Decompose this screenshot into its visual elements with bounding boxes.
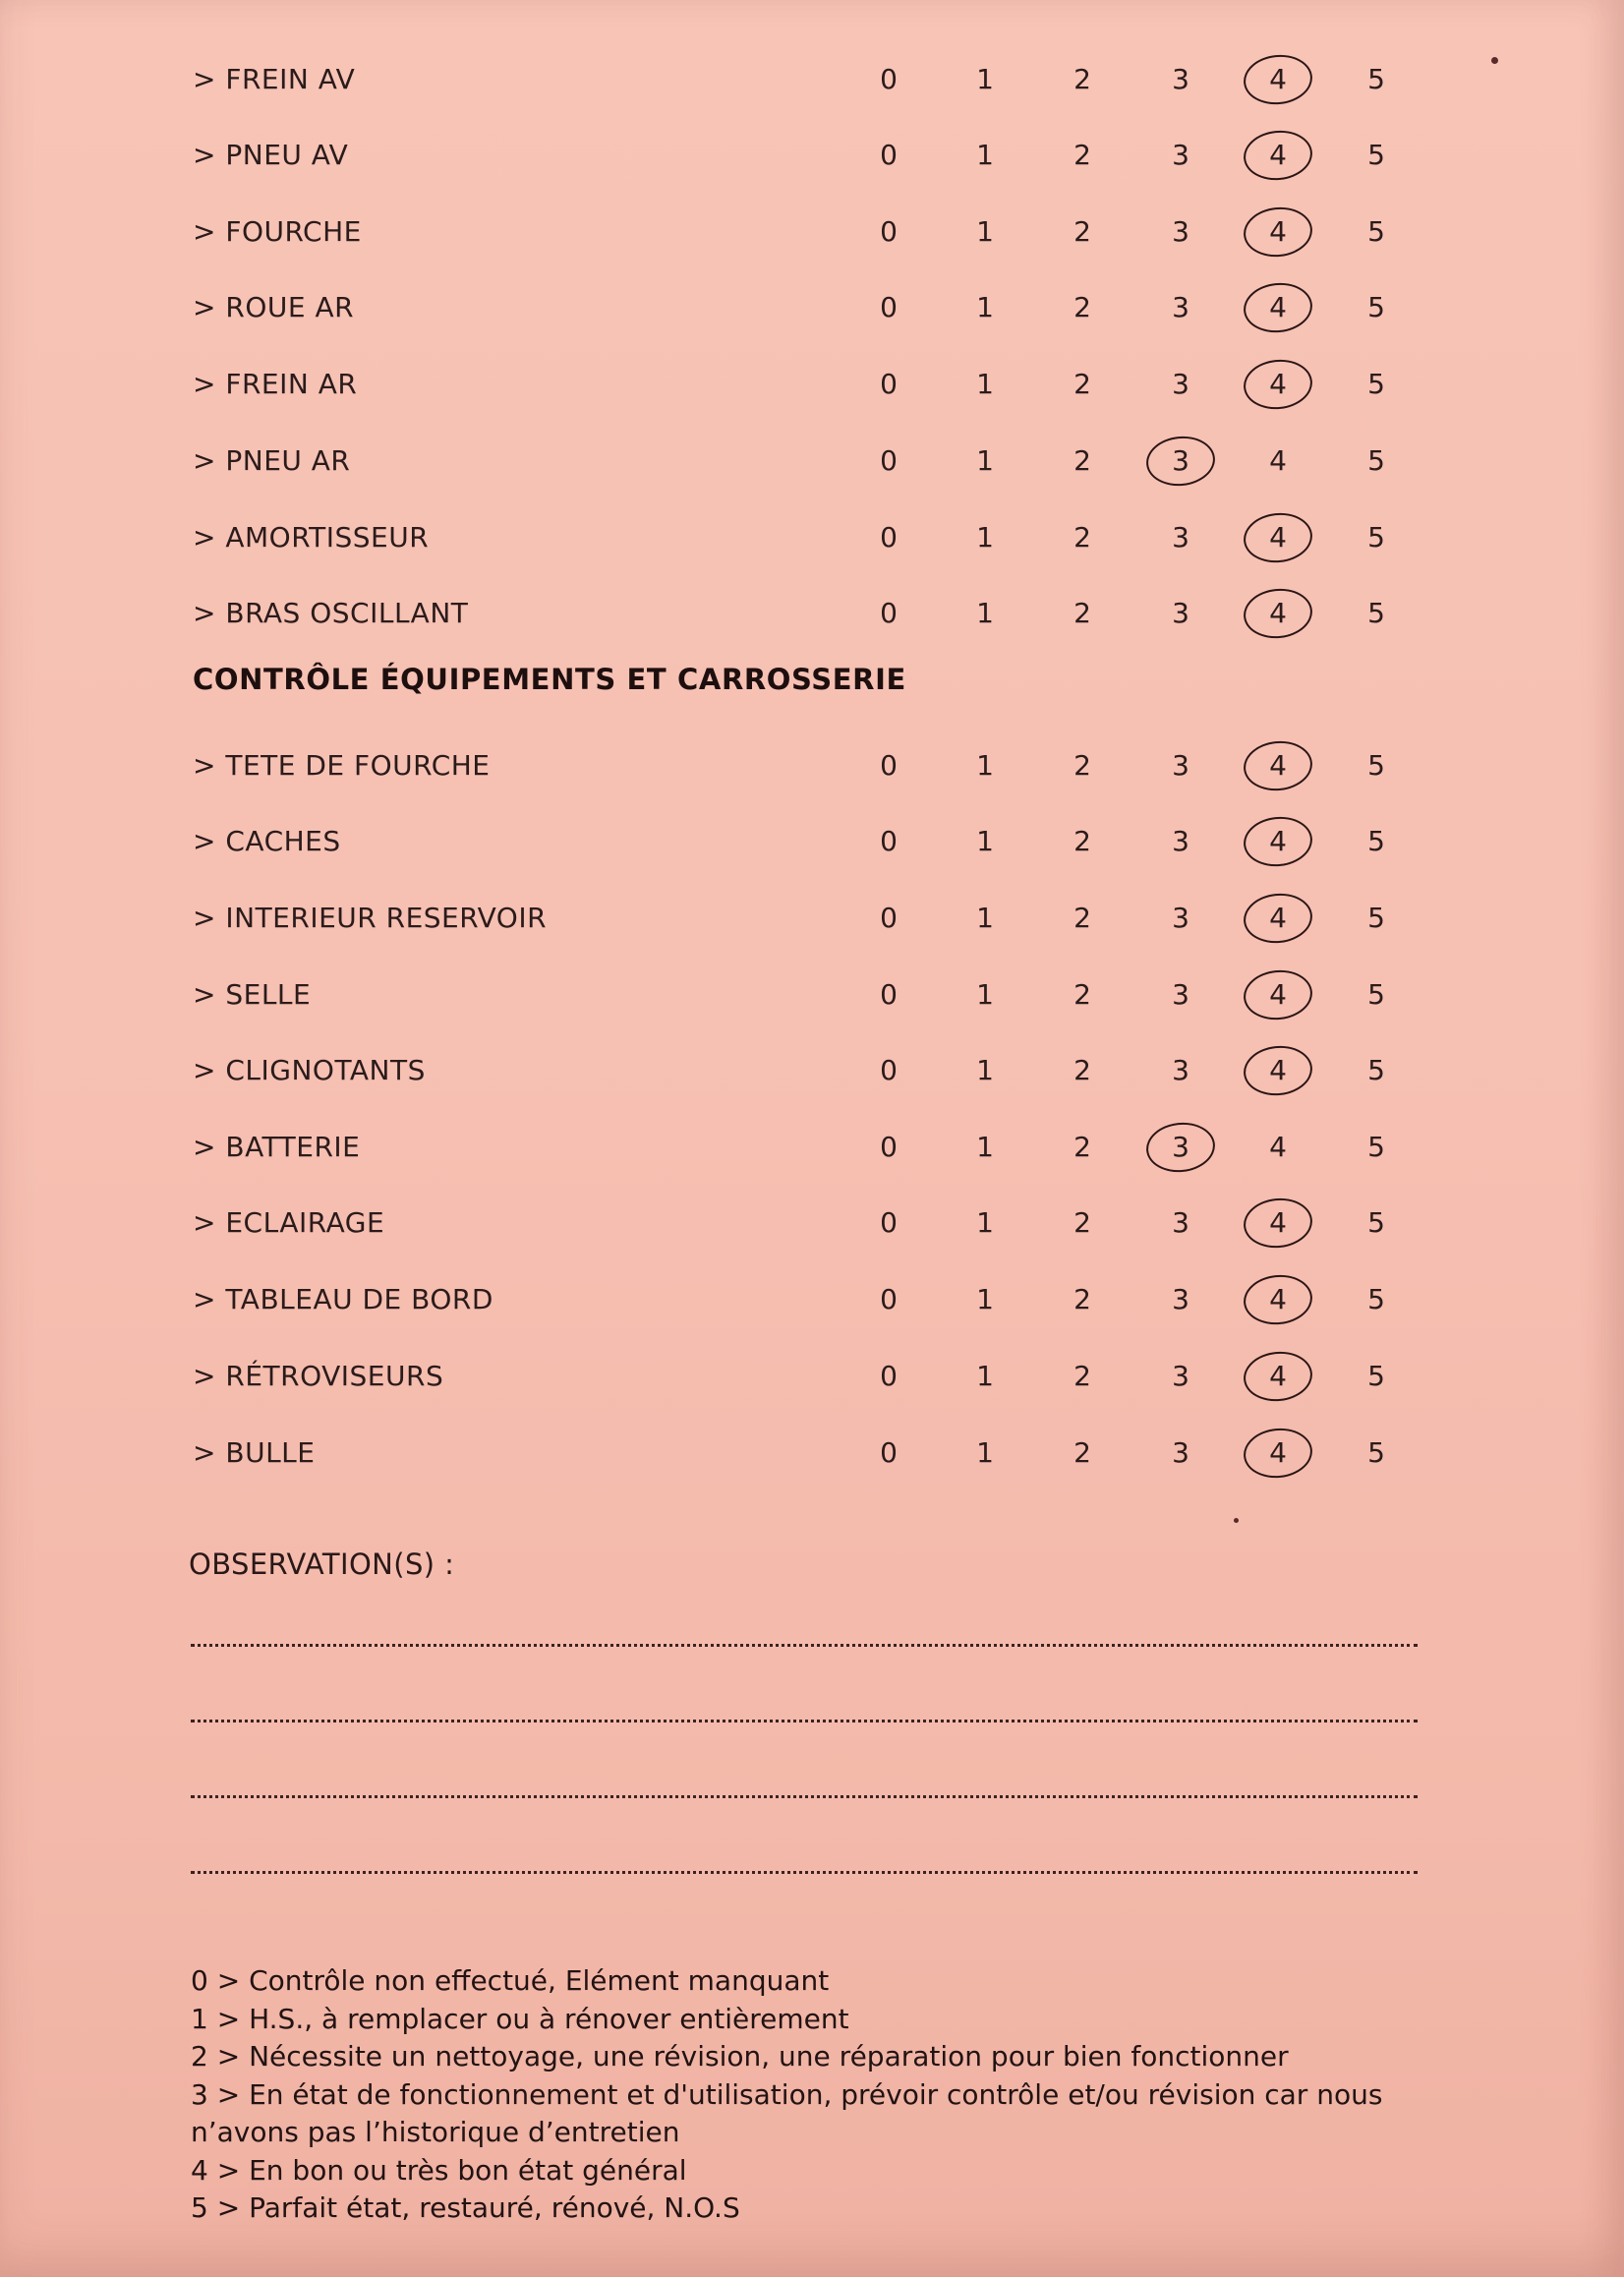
inspection-row	[0, 584, 1624, 643]
rating-option-5[interactable]: 5	[1367, 1283, 1385, 1315]
legend-item-1: 1 > H.S., à remplacer ou à rénover entièrement	[191, 2002, 849, 2035]
section-title: CONTRÔLE ÉQUIPEMENTS ET CARROSSERIE	[193, 663, 906, 696]
rating-option-1[interactable]: 1	[976, 749, 994, 782]
rating-option-1[interactable]: 1	[976, 1206, 994, 1239]
rating-option-3[interactable]: 3	[1172, 597, 1189, 629]
legend-item-2: 2 > Nécessite un nettoyage, une révision, une réparation pour bien fonctionner	[191, 2040, 1289, 2073]
rating-option-3[interactable]: 3	[1172, 825, 1189, 857]
inspection-row-label: > FREIN AR	[193, 368, 358, 400]
rating-option-2[interactable]: 2	[1073, 902, 1091, 934]
inspection-row	[0, 1270, 1624, 1329]
rating-option-3[interactable]: 3	[1172, 1360, 1189, 1392]
observation-line-1[interactable]	[191, 1644, 1418, 1647]
rating-option-3[interactable]: 3	[1172, 1206, 1189, 1239]
inspection-row-label: > PNEU AV	[193, 139, 349, 171]
rating-option-2[interactable]: 2	[1073, 1054, 1091, 1086]
rating-option-0[interactable]: 0	[880, 444, 898, 477]
inspection-row-label: > PNEU AR	[193, 444, 351, 477]
rating-option-0[interactable]: 0	[880, 1436, 898, 1469]
rating-option-4[interactable]: 4	[1269, 1131, 1287, 1163]
rating-option-4[interactable]: 4	[1269, 521, 1287, 554]
rating-option-4[interactable]: 4	[1269, 1206, 1287, 1239]
rating-option-5[interactable]: 5	[1367, 63, 1385, 95]
rating-option-0[interactable]: 0	[880, 1131, 898, 1163]
rating-legend	[191, 1962, 1429, 2228]
rating-option-2[interactable]: 2	[1073, 1283, 1091, 1315]
hand-drawn-circle-mark	[1242, 356, 1315, 412]
rating-option-5[interactable]: 5	[1367, 1131, 1385, 1163]
rating-option-0[interactable]: 0	[880, 63, 898, 95]
rating-option-2[interactable]: 2	[1073, 444, 1091, 477]
inspection-row	[0, 1118, 1624, 1177]
inspection-row-label: > RÉTROVISEURS	[193, 1360, 444, 1392]
inspection-row-label: > TABLEAU DE BORD	[193, 1283, 493, 1315]
rating-option-0[interactable]: 0	[880, 291, 898, 323]
rating-option-4[interactable]: 4	[1269, 825, 1287, 857]
rating-option-0[interactable]: 0	[880, 749, 898, 782]
hand-drawn-circle-mark	[1242, 966, 1315, 1022]
hand-drawn-circle-mark	[1242, 51, 1315, 107]
rating-option-5[interactable]: 5	[1367, 825, 1385, 857]
hand-drawn-circle-mark	[1242, 1425, 1315, 1481]
rating-option-4[interactable]: 4	[1269, 215, 1287, 248]
hand-drawn-circle-mark	[1242, 1195, 1315, 1251]
rating-option-0[interactable]: 0	[880, 825, 898, 857]
hand-drawn-circle-mark	[1144, 433, 1218, 489]
inspection-row-label: > FREIN AV	[193, 63, 356, 95]
inspection-row	[0, 1347, 1624, 1406]
rating-option-1[interactable]: 1	[976, 215, 994, 248]
rating-option-0[interactable]: 0	[880, 902, 898, 934]
hand-drawn-circle-mark	[1242, 204, 1315, 260]
rating-option-2[interactable]: 2	[1073, 1360, 1091, 1392]
rating-option-1[interactable]: 1	[976, 978, 994, 1011]
rating-option-3[interactable]: 3	[1172, 902, 1189, 934]
inspection-row	[0, 355, 1624, 414]
ink-speck	[1234, 1518, 1239, 1523]
rating-option-4[interactable]: 4	[1269, 597, 1287, 629]
rating-option-3[interactable]: 3	[1172, 978, 1189, 1011]
rating-option-3[interactable]: 3	[1172, 368, 1189, 400]
inspection-row-label: > SELLE	[193, 978, 312, 1011]
hand-drawn-circle-mark	[1242, 585, 1315, 641]
inspection-row	[0, 1424, 1624, 1483]
rating-option-0[interactable]: 0	[880, 368, 898, 400]
rating-option-1[interactable]: 1	[976, 1436, 994, 1469]
rating-option-5[interactable]: 5	[1367, 597, 1385, 629]
rating-option-5[interactable]: 5	[1367, 978, 1385, 1011]
rating-option-1[interactable]: 1	[976, 902, 994, 934]
rating-option-3[interactable]: 3	[1172, 521, 1189, 554]
rating-option-4[interactable]: 4	[1269, 1283, 1287, 1315]
rating-option-1[interactable]: 1	[976, 1283, 994, 1315]
rating-option-1[interactable]: 1	[976, 1131, 994, 1163]
rating-option-0[interactable]: 0	[880, 597, 898, 629]
inspection-row-label: > BULLE	[193, 1436, 316, 1469]
rating-option-1[interactable]: 1	[976, 444, 994, 477]
rating-option-0[interactable]: 0	[880, 1283, 898, 1315]
rating-option-4[interactable]: 4	[1269, 291, 1287, 323]
rating-option-3[interactable]: 3	[1172, 63, 1189, 95]
rating-option-0[interactable]: 0	[880, 1360, 898, 1392]
rating-option-4[interactable]: 4	[1269, 978, 1287, 1011]
rating-option-5[interactable]: 5	[1367, 1206, 1385, 1239]
rating-option-4[interactable]: 4	[1269, 902, 1287, 934]
rating-option-4[interactable]: 4	[1269, 444, 1287, 477]
inspection-row-label: > BRAS OSCILLANT	[193, 597, 469, 629]
rating-option-2[interactable]: 2	[1073, 978, 1091, 1011]
inspection-row	[0, 203, 1624, 262]
rating-option-5[interactable]: 5	[1367, 1054, 1385, 1086]
rating-option-0[interactable]: 0	[880, 215, 898, 248]
inspection-row-label: > ECLAIRAGE	[193, 1206, 385, 1239]
legend-item-3: 3 > En état de fonctionnement et d'utilisation, prévoir contrôle et/ou révision car nous n’avons pas l’historique d’entretien	[191, 2077, 1383, 2148]
hand-drawn-circle-mark	[1242, 1042, 1315, 1098]
inspection-row-label: > TETE DE FOURCHE	[193, 749, 491, 782]
rating-option-1[interactable]: 1	[976, 63, 994, 95]
inspection-row	[0, 1194, 1624, 1253]
inspection-row	[0, 889, 1624, 948]
rating-option-5[interactable]: 5	[1367, 902, 1385, 934]
observation-line-3[interactable]	[191, 1795, 1418, 1798]
rating-option-4[interactable]: 4	[1269, 1054, 1287, 1086]
hand-drawn-circle-mark	[1242, 127, 1315, 183]
rating-option-4[interactable]: 4	[1269, 1436, 1287, 1469]
rating-option-5[interactable]: 5	[1367, 521, 1385, 554]
observation-line-2[interactable]	[191, 1720, 1418, 1722]
hand-drawn-circle-mark	[1242, 509, 1315, 565]
inspection-row	[0, 1041, 1624, 1100]
inspection-row-label: > CLIGNOTANTS	[193, 1054, 426, 1086]
rating-option-3[interactable]: 3	[1172, 139, 1189, 171]
rating-option-2[interactable]: 2	[1073, 139, 1091, 171]
rating-option-3[interactable]: 3	[1172, 749, 1189, 782]
rating-option-5[interactable]: 5	[1367, 1436, 1385, 1469]
rating-option-4[interactable]: 4	[1269, 1360, 1287, 1392]
rating-option-2[interactable]: 2	[1073, 215, 1091, 248]
legend-item-5: 5 > Parfait état, restauré, rénové, N.O.S	[191, 2191, 740, 2224]
ink-speck	[1491, 57, 1498, 64]
inspection-row-label: > CACHES	[193, 825, 341, 857]
rating-option-5[interactable]: 5	[1367, 139, 1385, 171]
rating-option-2[interactable]: 2	[1073, 63, 1091, 95]
rating-option-4[interactable]: 4	[1269, 139, 1287, 171]
rating-option-4[interactable]: 4	[1269, 63, 1287, 95]
inspection-row	[0, 278, 1624, 337]
rating-option-0[interactable]: 0	[880, 1206, 898, 1239]
rating-option-3[interactable]: 3	[1172, 215, 1189, 248]
hand-drawn-circle-mark	[1242, 279, 1315, 335]
inspection-row	[0, 50, 1624, 109]
hand-drawn-circle-mark	[1144, 1119, 1218, 1175]
rating-option-5[interactable]: 5	[1367, 749, 1385, 782]
inspection-row-label: > ROUE AR	[193, 291, 355, 323]
inspection-row	[0, 432, 1624, 491]
rating-option-0[interactable]: 0	[880, 521, 898, 554]
inspection-row-label: > FOURCHE	[193, 215, 362, 248]
inspection-row	[0, 126, 1624, 185]
inspection-row	[0, 736, 1624, 795]
rating-option-5[interactable]: 5	[1367, 368, 1385, 400]
rating-option-2[interactable]: 2	[1073, 597, 1091, 629]
rating-option-1[interactable]: 1	[976, 597, 994, 629]
inspection-row	[0, 812, 1624, 871]
inspection-row-label: > BATTERIE	[193, 1131, 361, 1163]
inspection-row	[0, 965, 1624, 1024]
rating-option-3[interactable]: 3	[1172, 1436, 1189, 1469]
rating-option-1[interactable]: 1	[976, 368, 994, 400]
hand-drawn-circle-mark	[1242, 813, 1315, 869]
rating-option-1[interactable]: 1	[976, 1054, 994, 1086]
rating-option-2[interactable]: 2	[1073, 521, 1091, 554]
inspection-row-label: > INTERIEUR RESERVOIR	[193, 902, 548, 934]
rating-option-1[interactable]: 1	[976, 291, 994, 323]
rating-option-4[interactable]: 4	[1269, 368, 1287, 400]
rating-option-5[interactable]: 5	[1367, 444, 1385, 477]
rating-option-1[interactable]: 1	[976, 521, 994, 554]
rating-option-2[interactable]: 2	[1073, 1436, 1091, 1469]
hand-drawn-circle-mark	[1242, 737, 1315, 793]
rating-option-4[interactable]: 4	[1269, 749, 1287, 782]
rating-option-1[interactable]: 1	[976, 139, 994, 171]
rating-option-3[interactable]: 3	[1172, 1131, 1189, 1163]
hand-drawn-circle-mark	[1242, 1348, 1315, 1404]
rating-option-3[interactable]: 3	[1172, 291, 1189, 323]
rating-option-0[interactable]: 0	[880, 139, 898, 171]
rating-option-2[interactable]: 2	[1073, 291, 1091, 323]
rating-option-3[interactable]: 3	[1172, 1054, 1189, 1086]
observations-label: OBSERVATION(S) :	[189, 1547, 455, 1581]
rating-option-3[interactable]: 3	[1172, 1283, 1189, 1315]
rating-option-5[interactable]: 5	[1367, 291, 1385, 323]
rating-option-5[interactable]: 5	[1367, 1360, 1385, 1392]
rating-option-5[interactable]: 5	[1367, 215, 1385, 248]
rating-option-1[interactable]: 1	[976, 825, 994, 857]
observation-line-4[interactable]	[191, 1871, 1418, 1874]
rating-option-0[interactable]: 0	[880, 1054, 898, 1086]
rating-option-1[interactable]: 1	[976, 1360, 994, 1392]
rating-option-3[interactable]: 3	[1172, 444, 1189, 477]
rating-option-2[interactable]: 2	[1073, 1131, 1091, 1163]
rating-option-2[interactable]: 2	[1073, 368, 1091, 400]
rating-option-2[interactable]: 2	[1073, 825, 1091, 857]
hand-drawn-circle-mark	[1242, 890, 1315, 946]
rating-option-0[interactable]: 0	[880, 978, 898, 1011]
rating-option-2[interactable]: 2	[1073, 749, 1091, 782]
legend-item-4: 4 > En bon ou très bon état général	[191, 2153, 687, 2187]
rating-option-2[interactable]: 2	[1073, 1206, 1091, 1239]
legend-item-0: 0 > Contrôle non effectué, Elément manquant	[191, 1964, 830, 1997]
hand-drawn-circle-mark	[1242, 1271, 1315, 1327]
inspection-row	[0, 508, 1624, 567]
inspection-row-label: > AMORTISSEUR	[193, 521, 430, 554]
